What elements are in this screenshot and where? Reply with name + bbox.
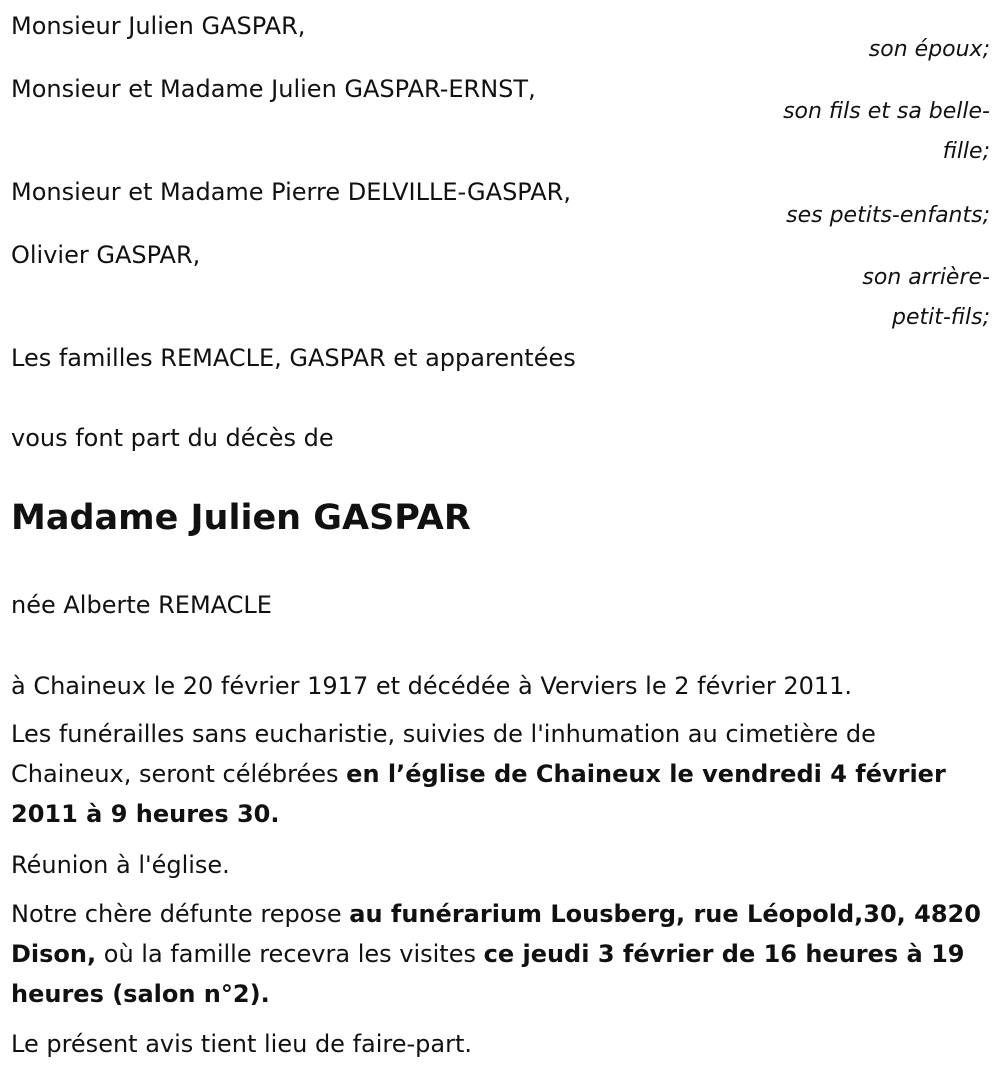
mourner-name-1: Monsieur Julien GASPAR, [11,12,306,40]
mourner-relation-1: son époux; [868,37,990,62]
visiting-hours: ce jeudi 3 février de 16 heures à 19 heures (salon n°2). [11,940,965,1008]
dates-line: à Chaineux le 20 février 1917 et décédée à Verviers le 2 février 2011. [11,672,853,700]
deceased-name: Madame Julien GASPAR [11,498,471,538]
families-line: Les familles REMACLE, GASPAR et apparentées [11,344,576,372]
mourner-name-3: Monsieur et Madame Pierre DELVILLE-GASPAR, [11,178,571,206]
rest-text-2: où la famille recevra les visites [96,940,484,968]
notice-line: Le présent avis tient lieu de faire-part. [11,1030,473,1058]
mourner-name-2: Monsieur et Madame Julien GASPAR-ERNST, [11,75,536,103]
birth-name: née Alberte REMACLE [11,591,272,619]
meeting-line: Réunion à l'église. [11,851,230,879]
mourner-relation-3: ses petits-enfants; [786,203,990,228]
funeral-location-time: en l’église de Chaineux le vendredi 4 février 2011 à 9 heures 30. [11,760,946,828]
funeral-paragraph [11,714,996,834]
mourner-relation-4: son arrière-petit-fils; [862,265,990,330]
mourner-name-4: Olivier GASPAR, [11,241,201,269]
funerarium-address: au funérarium Lousberg, rue Léopold,30, 4820 Dison, [11,900,981,968]
mourner-relation-2: son fils et sa belle-fille; [783,99,990,164]
rest-text-1: Notre chère défunte repose [11,900,350,928]
rest-paragraph [11,894,996,1014]
funeral-text: Les funérailles sans eucharistie, suivies de l'inhumation au cimetière de Chaineux, seront célébrées [11,720,876,788]
announcement-line: vous font part du décès de [11,424,334,452]
